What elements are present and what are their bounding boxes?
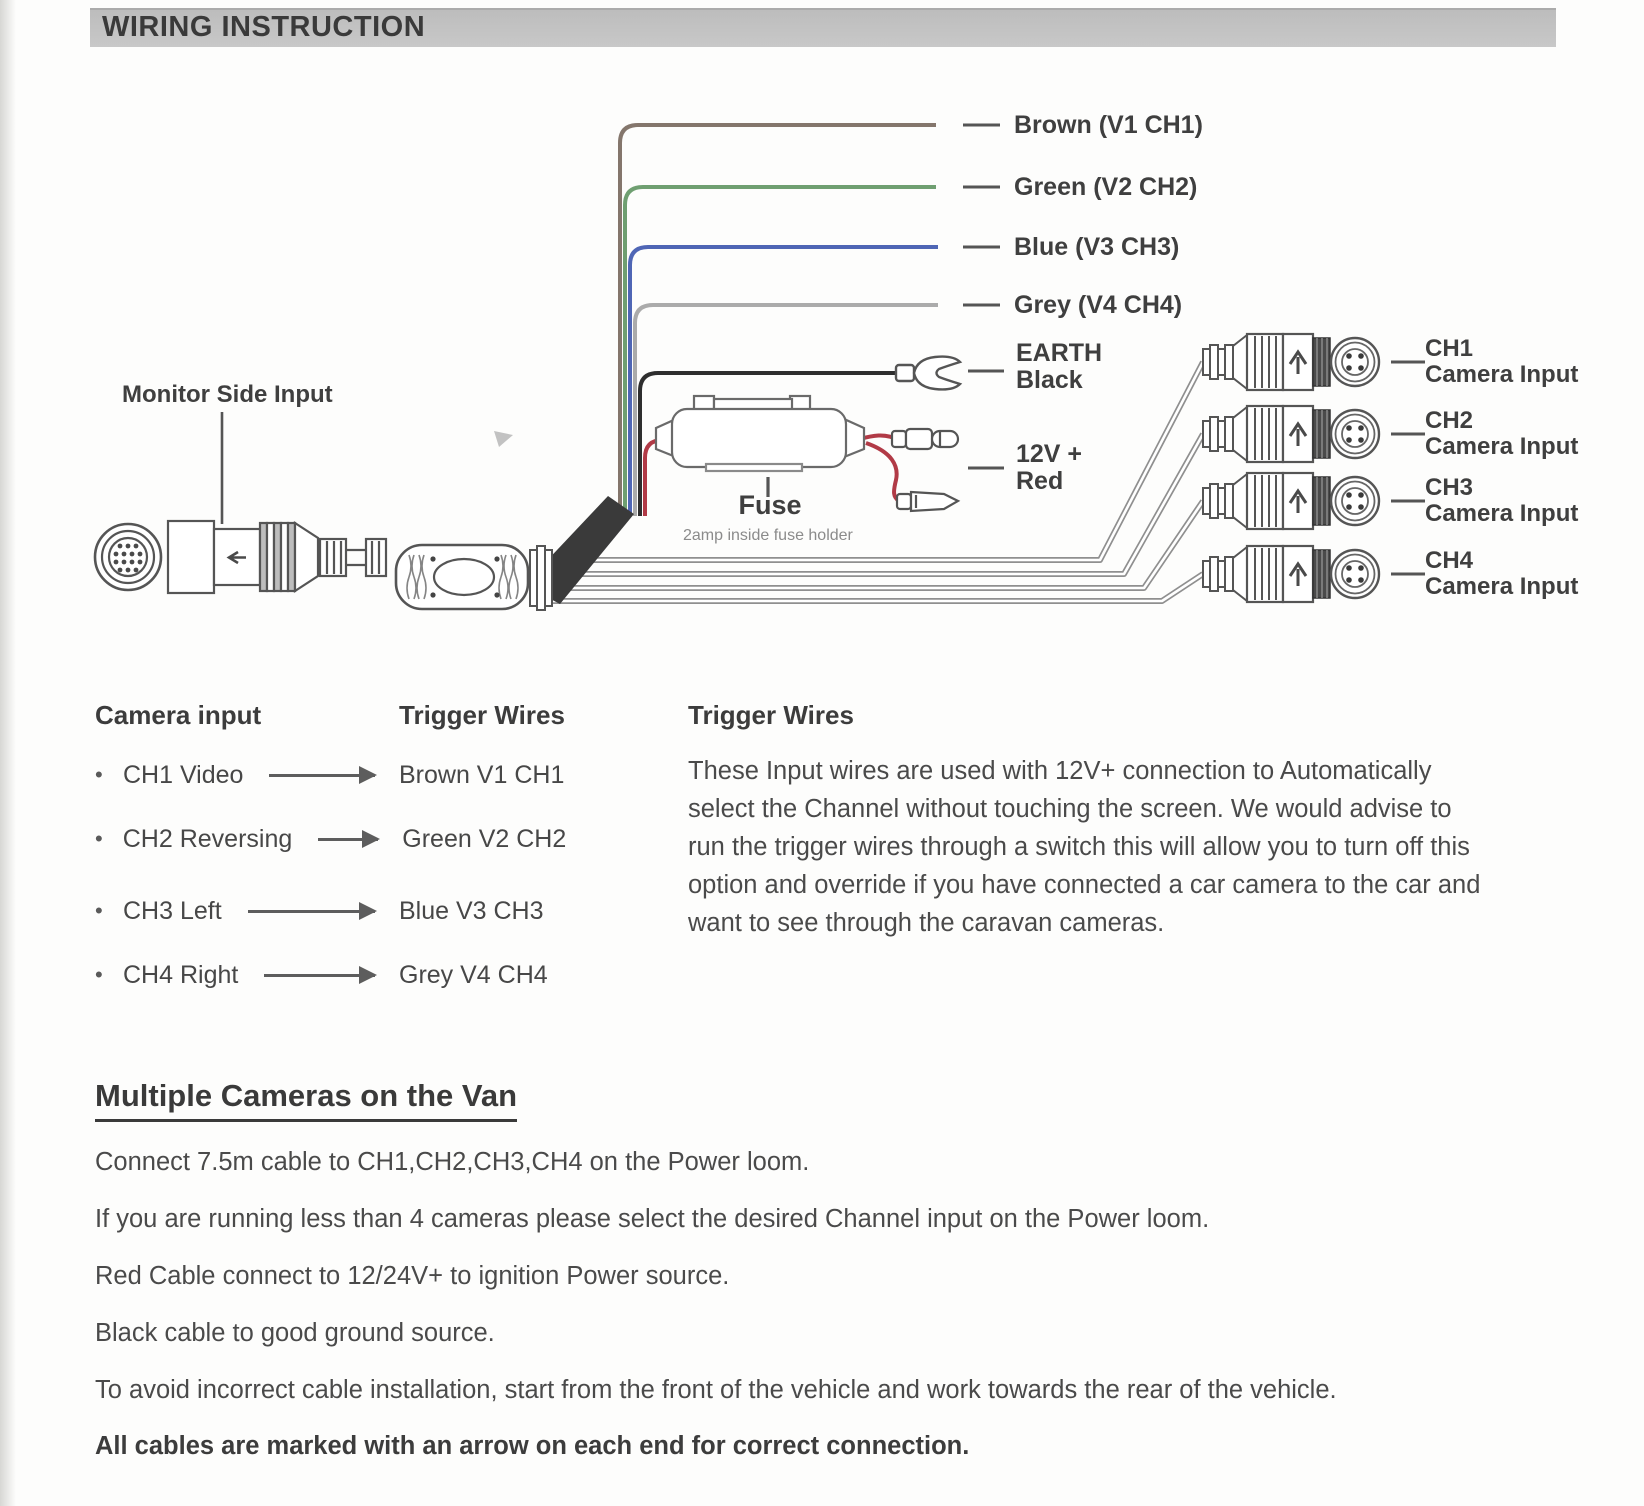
ch2-label: Camera Input (1425, 433, 1579, 460)
ch3-channel: CH3 (1425, 474, 1474, 501)
wire-label-grey: Grey (V4 CH4) (1014, 291, 1183, 319)
scan-artifact-arrow (494, 431, 513, 447)
fuse-note: 2amp inside fuse holder (683, 527, 853, 544)
multiple-cameras-heading: Multiple Cameras on the Van (95, 1078, 517, 1122)
mapping-wire: Brown V1 CH1 (399, 760, 565, 789)
bullet-icon: • (95, 762, 103, 787)
bullet-icon: • (95, 826, 103, 851)
instruction-paragraph-bold: All cables are marked with an arrow on each end for correct connection. (95, 1432, 970, 1460)
wire-label-power (1016, 441, 1082, 495)
wire-label-blue: Blue (V3 CH3) (1014, 233, 1180, 261)
wire-blue (630, 247, 938, 516)
trigger-wires-body: These Input wires are used with 12V+ connection to Automatically select the Channel without touching the screen. We would advise to run the trigger wires through a switch this will allow you to turn off this option and override if you have connected a car camera to the car and want to see through the caravan cameras. (688, 757, 1481, 937)
mapping-input: CH2 Reversing (122, 824, 293, 853)
earth-line1: EARTH (1016, 339, 1103, 367)
bullet-icon: • (95, 962, 103, 987)
page-title: WIRING INSTRUCTION (102, 11, 426, 43)
power-line1: 12V + (1016, 440, 1083, 468)
camera-connector-ch2 (1203, 406, 1425, 462)
camera-input-label-ch3 (1425, 475, 1578, 527)
fuse-holder (656, 396, 864, 497)
ch4-channel: CH4 (1425, 547, 1474, 574)
monitor-connector (95, 521, 386, 593)
instruction-paragraph: Red Cable connect to 12/24V+ to ignition Power source. (95, 1262, 730, 1290)
mapping-input: CH1 Video (123, 760, 244, 789)
instruction-paragraph: If you are running less than 4 cameras please select the desired Channel input on the Power loom. (95, 1205, 1210, 1233)
earth-fork-terminal (896, 357, 960, 390)
mapping-row (95, 760, 577, 790)
ch3-label: Camera Input (1425, 500, 1579, 527)
earth-line2: Black (1016, 366, 1083, 394)
camera-input-label-ch1 (1425, 336, 1578, 388)
mapping-row (95, 896, 577, 926)
arrow-right-icon (264, 974, 375, 977)
camera-connector-ch1 (1203, 334, 1425, 390)
label-dashes (963, 125, 1004, 468)
mapping-wire: Green V2 CH2 (402, 824, 567, 853)
instruction-paragraph: To avoid incorrect cable installation, start from the front of the vehicle and work towards the rear of the vehicle. (95, 1376, 1337, 1404)
wire-label-earth (1016, 340, 1102, 394)
camera-input-label-ch2 (1425, 408, 1578, 460)
ch2-channel: CH2 (1425, 407, 1474, 434)
wiring-diagram (0, 0, 1644, 665)
ch1-channel: CH1 (1425, 335, 1474, 362)
arrow-right-icon (269, 774, 375, 777)
mapping-input: CH4 Right (123, 960, 239, 989)
arrow-right-icon (318, 838, 378, 841)
bullet-icon: • (95, 898, 103, 923)
wire-label-green: Green (V2 CH2) (1014, 173, 1198, 201)
trigger-wires-heading: Trigger Wires (688, 700, 854, 730)
wire-label-brown: Brown (V1 CH1) (1014, 111, 1203, 139)
ch4-label: Camera Input (1425, 573, 1579, 600)
ch1-label: Camera Input (1425, 361, 1579, 388)
fuse-label: Fuse (738, 490, 802, 520)
power-spade-terminal-lower (897, 492, 958, 511)
wire-red-terminal-lower (866, 443, 899, 501)
arrow-right-icon (248, 910, 375, 913)
trigger-wires-column-header: Trigger Wires (399, 700, 565, 730)
mapping-wire: Grey V4 CH4 (399, 960, 548, 989)
mapping-input: CH3 Left (123, 896, 222, 925)
camera-input-column-header: Camera input (95, 700, 262, 730)
mapping-row (95, 824, 577, 854)
camera-connector-ch3 (1203, 473, 1425, 529)
mapping-row (95, 960, 577, 990)
instruction-paragraph: Connect 7.5m cable to CH1,CH2,CH3,CH4 on the Power loom. (95, 1148, 810, 1176)
camera-connector-ch4 (1203, 546, 1425, 602)
power-line2: Red (1016, 467, 1064, 495)
monitor-side-input-label: Monitor Side Input (122, 381, 333, 408)
instruction-paragraph: Black cable to good ground source. (95, 1319, 495, 1347)
junction-box (396, 545, 552, 610)
mapping-wire: Blue V3 CH3 (399, 896, 544, 925)
power-spade-terminal-upper (892, 429, 958, 449)
camera-input-label-ch4 (1425, 548, 1578, 600)
